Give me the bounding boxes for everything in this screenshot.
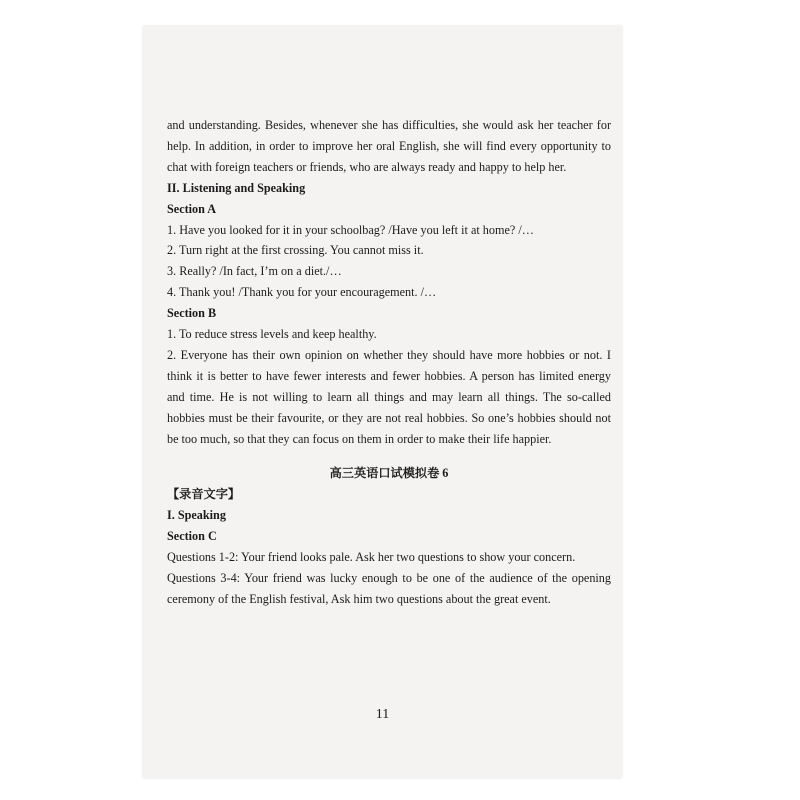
page-content bbox=[167, 115, 611, 610]
section-a-item-1: 1. Have you looked for it in your schoolbag? /Have you left it at home? /… bbox=[167, 222, 534, 237]
heading-section-a: Section A bbox=[167, 201, 217, 216]
questions-1-2: Questions 1-2: Your friend looks pale. Ask her two questions to show your concern. bbox=[167, 550, 576, 565]
book-page bbox=[143, 26, 622, 778]
section-a-item-4: 4. Thank you! /Thank you for your encouragement. /… bbox=[167, 285, 437, 300]
heading-transcript: 【录音文字】 bbox=[167, 487, 241, 502]
section-b-item-2: 2. Everyone has their own opinion on whether they should have more hobbies or not. I think it is better to have fewer interests and fewer hobbies. A person has limited energy and time. He is not willing to learn all things and may learn all things. The so-called hobbies must be their favourite, or they are not real hobbies. So one’s hobbies should not be too much, so that they can focus on them in order to make their life happier. bbox=[167, 347, 611, 446]
section-b-item-1: 1. To reduce stress levels and keep healthy. bbox=[167, 327, 377, 342]
page-number: 11 bbox=[375, 707, 390, 722]
section-a-item-2: 2. Turn right at the first crossing. You cannot miss it. bbox=[167, 243, 424, 258]
questions-3-4: Questions 3-4: Your friend was lucky enough to be one of the audience of the opening ceremony of the English festival, Ask him two questions about the great event. bbox=[167, 571, 611, 606]
section-a-item-3: 3. Really? /In fact, I’m on a diet./… bbox=[167, 264, 342, 279]
heading-listening-speaking: II. Listening and Speaking bbox=[167, 180, 306, 195]
exam-title: 高三英语口试模拟卷 6 bbox=[329, 465, 449, 480]
heading-section-c: Section C bbox=[167, 529, 217, 544]
answer-paragraph: and understanding. Besides, whenever she has difficulties, she would ask her teacher for help. In addition, in order to improve her oral English, she will find every opportunity to chat with foreign teachers or friends, who are always ready and happy to help her. bbox=[167, 118, 611, 174]
heading-speaking: I. Speaking bbox=[167, 508, 226, 523]
heading-section-b: Section B bbox=[167, 306, 217, 321]
